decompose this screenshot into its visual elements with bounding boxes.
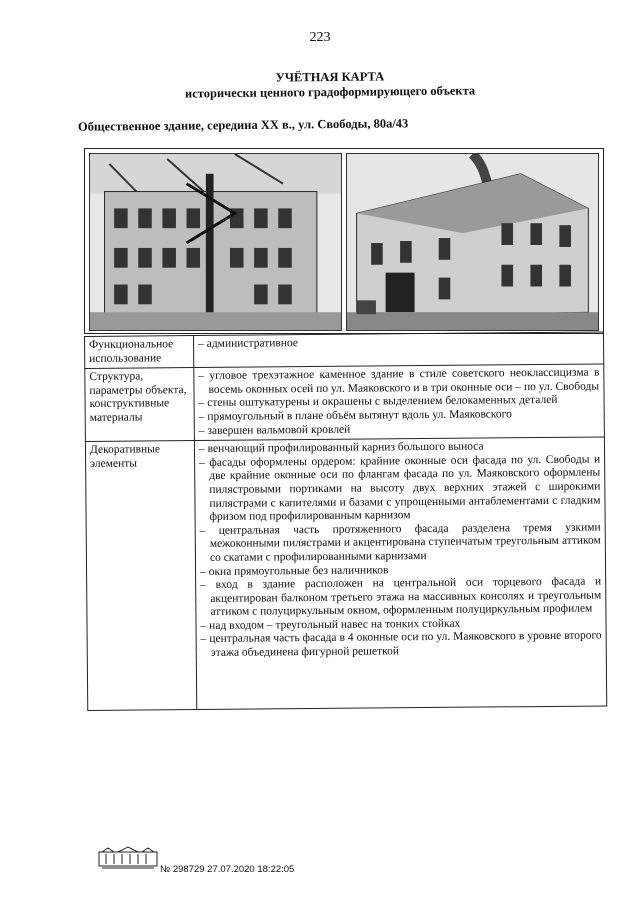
list-item: – угловое трехэтажное каменное здание в стиле советского неоклассицизма в восемь оконных осей по ул. Маяковского и в три оконные оси – по ул. Свободы [198, 367, 599, 398]
list-item: – стены оштукатурены и окрашены с выделением белокаменных деталей [199, 394, 600, 411]
row-value [194, 437, 606, 710]
document-heading [0, 67, 640, 104]
list-item: – фасады оформлены ордером: крайние оконные оси фасада по ул. Свободы и две крайние оконные оси по флангам фасада по ул. Маяковского оформлены пилястровыми портиками на высоту двух верхних этажей с широкими пилястрами с капителями и базами с упрощенными антаблементами с гладким фризом под профилированным карнизом [199, 453, 601, 524]
heading-title: УЧЁТНАЯ КАРТА [275, 69, 385, 85]
row-label: Функциональное использование [85, 336, 194, 369]
footer-registration [160, 864, 294, 875]
table-row-function [85, 332, 604, 369]
row-label: Декоративные элементы [85, 441, 196, 711]
list-item: – над входом – треугольный навес на тонких стойках [200, 616, 601, 633]
photo-panel [84, 148, 604, 334]
list-item: – центральная часть фасада в 4 оконные оси по ул. Маяковского в уровне второго этажа объединена фигурной решеткой [201, 630, 602, 661]
list-item: – прямоугольный в плане объём вытянут вдоль ул. Маяковского [199, 407, 600, 424]
card-table [84, 331, 607, 711]
row-label: Структура, параметры объекта, конструктивные материалы [85, 368, 195, 442]
heading-subtitle: исторически ценного градоформирующего объекта [184, 83, 476, 101]
photo-right [346, 153, 599, 331]
table-row-structure [85, 364, 605, 441]
table-row-decor [85, 437, 606, 711]
list-item: – венчающий профилированный карниз большого выноса [199, 440, 600, 457]
row-value [194, 332, 604, 368]
page-number: 223 [309, 30, 331, 45]
photo-left [89, 153, 342, 331]
list-item: – административное [198, 335, 599, 352]
list-item: – вход в здание расположен на центральной оси торцевого фасада и акцентирован балконом третьего этажа на массивных консолях и треугольным аттиком с полуциркульным окном, оформленным полуциркульным профилем [200, 576, 601, 620]
doc-number: № 298729 [160, 864, 205, 875]
doc-datetime: 27.07.2020 18:22:05 [207, 864, 295, 875]
list-item: – окна прямоугольные без наличников [200, 562, 601, 579]
list-item: – завершен вальмовой кровлей [199, 421, 600, 438]
list-item: – центральная часть протяженного фасада разделена тремя узкими межоконными пилястрами и акцентирована ступенчатым треугольным аттиком со скатами с профилированными карнизами [200, 521, 601, 565]
object-name: Общественное здание, середина XX в., ул. Свободы, 80а/43 [77, 116, 409, 134]
registry-stamp-icon [98, 846, 158, 870]
row-value [194, 364, 605, 441]
